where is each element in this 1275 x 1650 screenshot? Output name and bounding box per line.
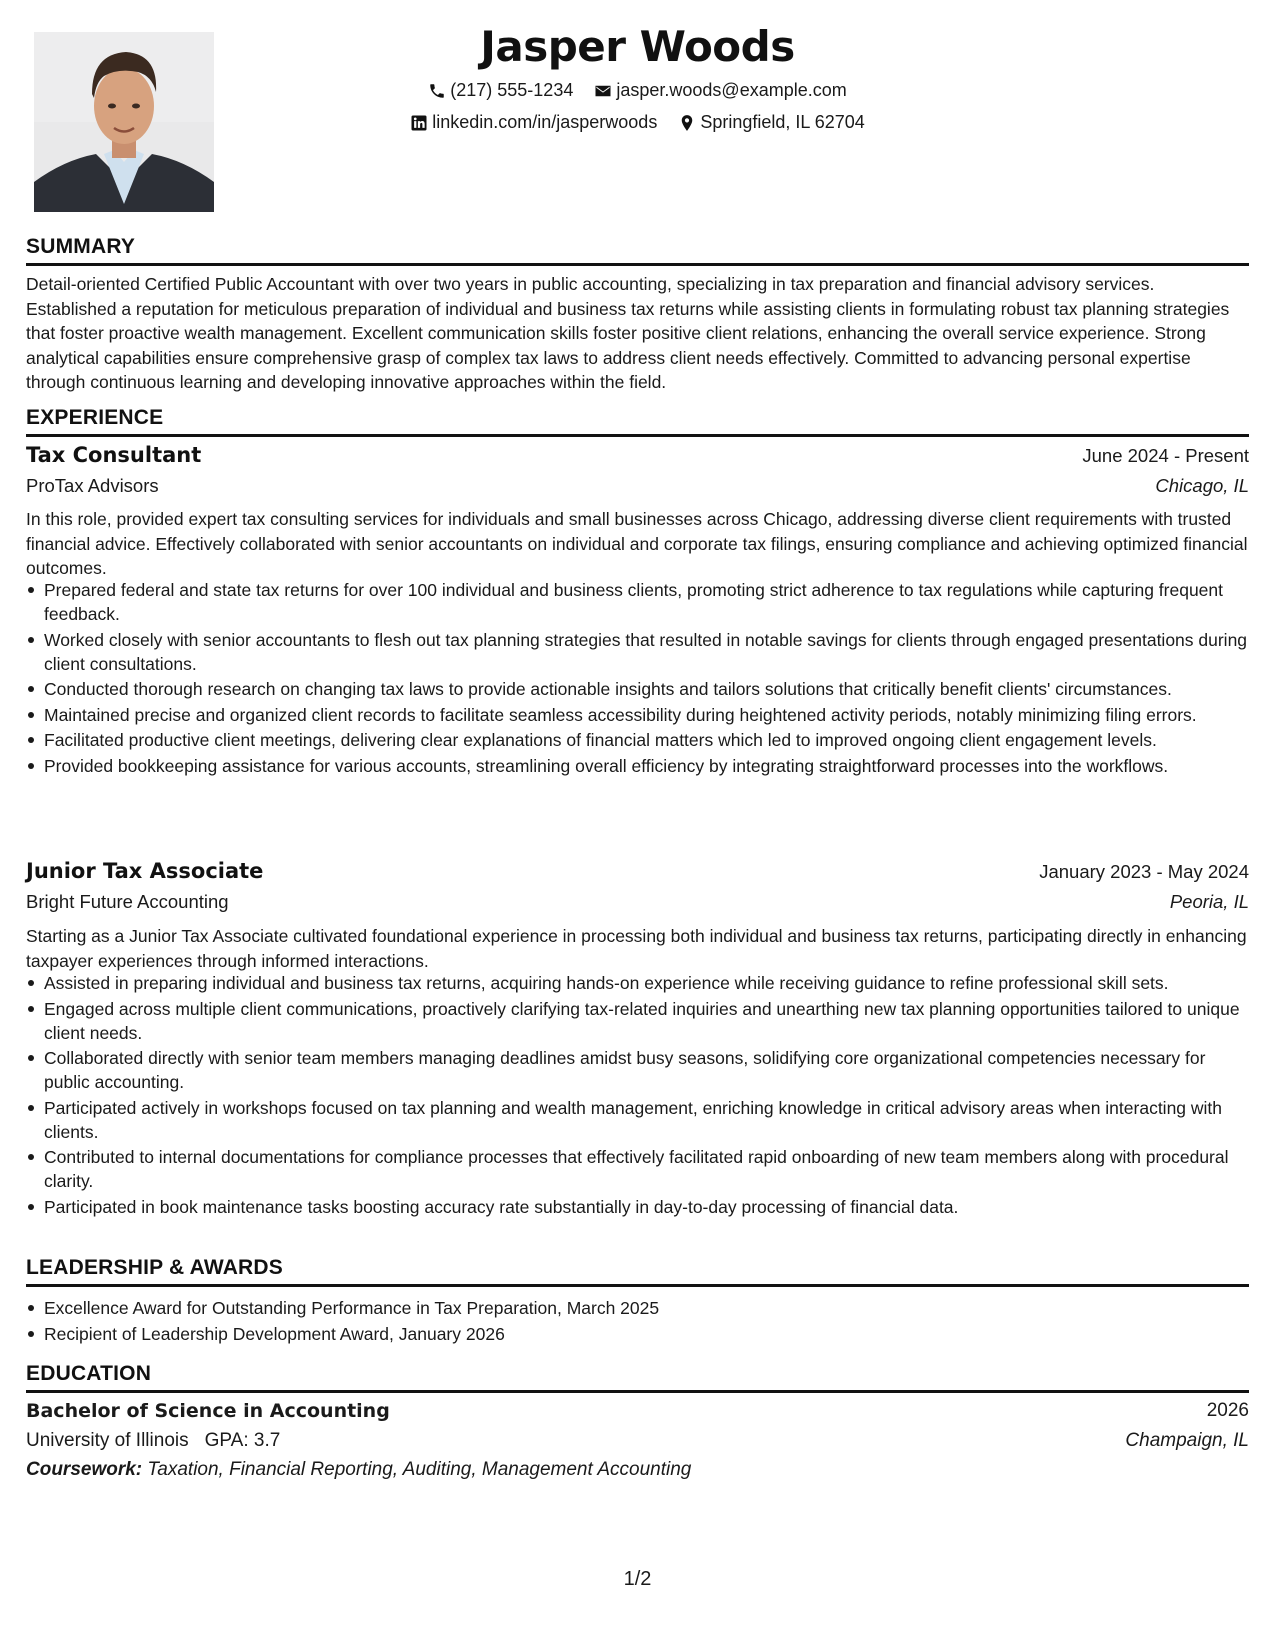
list-item: Collaborated directly with senior team members managing deadlines amidst busy seasons, solidifying core organizational competencies necessary for public accounting. [26,1046,1249,1094]
contact-email[interactable] [594,80,846,101]
list-item: Conducted thorough research on changing tax laws to provide actionable insights and tailors solutions that critically benefit clients' circumstances. [26,677,1249,701]
resume-page [26,0,1249,1650]
contact-row-secondary [26,112,1249,137]
education-gpa: GPA: 3.7 [204,1430,281,1451]
contact-row-primary [26,80,1249,105]
page-number: 1/2 [623,1568,652,1590]
job-bullet-list [26,971,1249,1220]
experience-heading: EXPERIENCE [26,406,164,429]
job-company: ProTax Advisors [26,475,159,496]
list-item: Maintained precise and organized client records to facilitate seamless accessibility during heightened activity periods, notably minimizing filing errors. [26,703,1249,727]
contact-linkedin[interactable] [410,112,657,133]
email-text: jasper.woods@example.com [616,80,847,100]
map-pin-icon [678,114,696,132]
education-heading: EDUCATION [26,1362,152,1385]
envelope-icon [594,82,612,100]
list-item: Recipient of Leadership Development Award, January 2026 [26,1322,1249,1346]
education-school-line [26,1430,280,1452]
list-item: Participated in book maintenance tasks boosting accuracy rate substantially in day-to-day processing of financial data. [26,1195,1249,1219]
coursework-label: Coursework: [26,1459,143,1480]
job-company: Bright Future Accounting [26,891,229,912]
awards-list [26,1296,1249,1347]
candidate-name: Jasper Woods [480,22,795,71]
coursework-list: Taxation, Financial Reporting, Auditing, Management Accounting [147,1459,692,1480]
list-item: Prepared federal and state tax returns for over 100 individual and business clients, promoting strict adherence to tax regulations while capturing frequent feedback. [26,578,1249,626]
leadership-divider [26,1284,1249,1287]
experience-divider [26,434,1249,437]
job-title: Tax Consultant [26,443,202,467]
list-item: Worked closely with senior accountants to flesh out tax planning strategies that resulted in notable savings for clients through engaged presentations during client consultations. [26,628,1249,676]
summary-text: Detail-oriented Certified Public Accountant with over two years in public accounting, specializing in tax preparation and financial advisory services. Established a reputation for meticulous preparation of individual and business tax returns while assisting clients in formulating robust tax planning strategies that foster proactive wealth management. Excellent communication skills foster positive client relations, enhancing the overall service experience. Strong analytical capabilities ensure comprehensive grasp of complex tax laws to address client needs effectively. Committed to advancing personal expertise through continuous learning and developing innovative approaches within the field. [26,274,1230,392]
contact-phone [428,80,573,101]
phone-text: (217) 555-1234 [450,80,574,100]
list-item: Engaged across multiple client communications, proactively clarifying tax-related inquiries and unearthing new tax planning opportunities tailored to unique client needs. [26,997,1249,1045]
summary-divider [26,263,1249,266]
list-item: Contributed to internal documentations for compliance processes that effectively facilitated rapid onboarding of new team members along with procedural clarity. [26,1145,1249,1193]
job-description: Starting as a Junior Tax Associate cultivated foundational experience in processing both individual and business tax returns, participating directly in enhancing taxpayer experiences through informed interactions. [26,926,1247,971]
summary-heading: SUMMARY [26,235,136,258]
list-item: Facilitated productive client meetings, delivering clear explanations of financial matters which led to improved ongoing client engagement levels. [26,728,1249,752]
education-degree: Bachelor of Science in Accounting [26,1400,390,1422]
job-location: Chicago, IL [1155,475,1249,496]
linkedin-text: linkedin.com/in/jasperwoods [432,112,658,132]
linkedin-icon [410,114,428,132]
list-item: Participated actively in workshops focused on tax planning and wealth management, enriching knowledge in critical advisory areas when interacting with clients. [26,1096,1249,1144]
job-dates: June 2024 - Present [1082,445,1249,466]
job-dates: January 2023 - May 2024 [1039,861,1249,882]
phone-icon [428,82,446,100]
list-item: Provided bookkeeping assistance for various accounts, streamlining overall efficiency by integrating straightforward processes into the workflows. [26,754,1249,778]
job-title: Junior Tax Associate [26,859,264,883]
education-school: University of Illinois [26,1430,189,1451]
job-description: In this role, provided expert tax consulting services for individuals and small businesses across Chicago, addressing diverse client requirements with trusted financial advice. Effectively collaborated with senior accountants on individual and corporate tax filings, ensuring compliance and achieving optimized financial outcomes. [26,509,1248,578]
job-location: Peoria, IL [1169,891,1249,912]
education-year: 2026 [1206,1400,1249,1421]
education-location: Champaign, IL [1125,1430,1249,1451]
location-text: Springfield, IL 62704 [700,112,865,132]
leadership-heading: LEADERSHIP & AWARDS [26,1256,283,1279]
list-item: Assisted in preparing individual and business tax returns, acquiring hands-on experience while receiving guidance to refine professional skill sets. [26,971,1249,995]
education-divider [26,1390,1249,1393]
job-bullet-list [26,578,1249,779]
education-coursework [26,1459,691,1481]
contact-location [678,112,864,133]
list-item: Excellence Award for Outstanding Performance in Tax Preparation, March 2025 [26,1296,1249,1320]
